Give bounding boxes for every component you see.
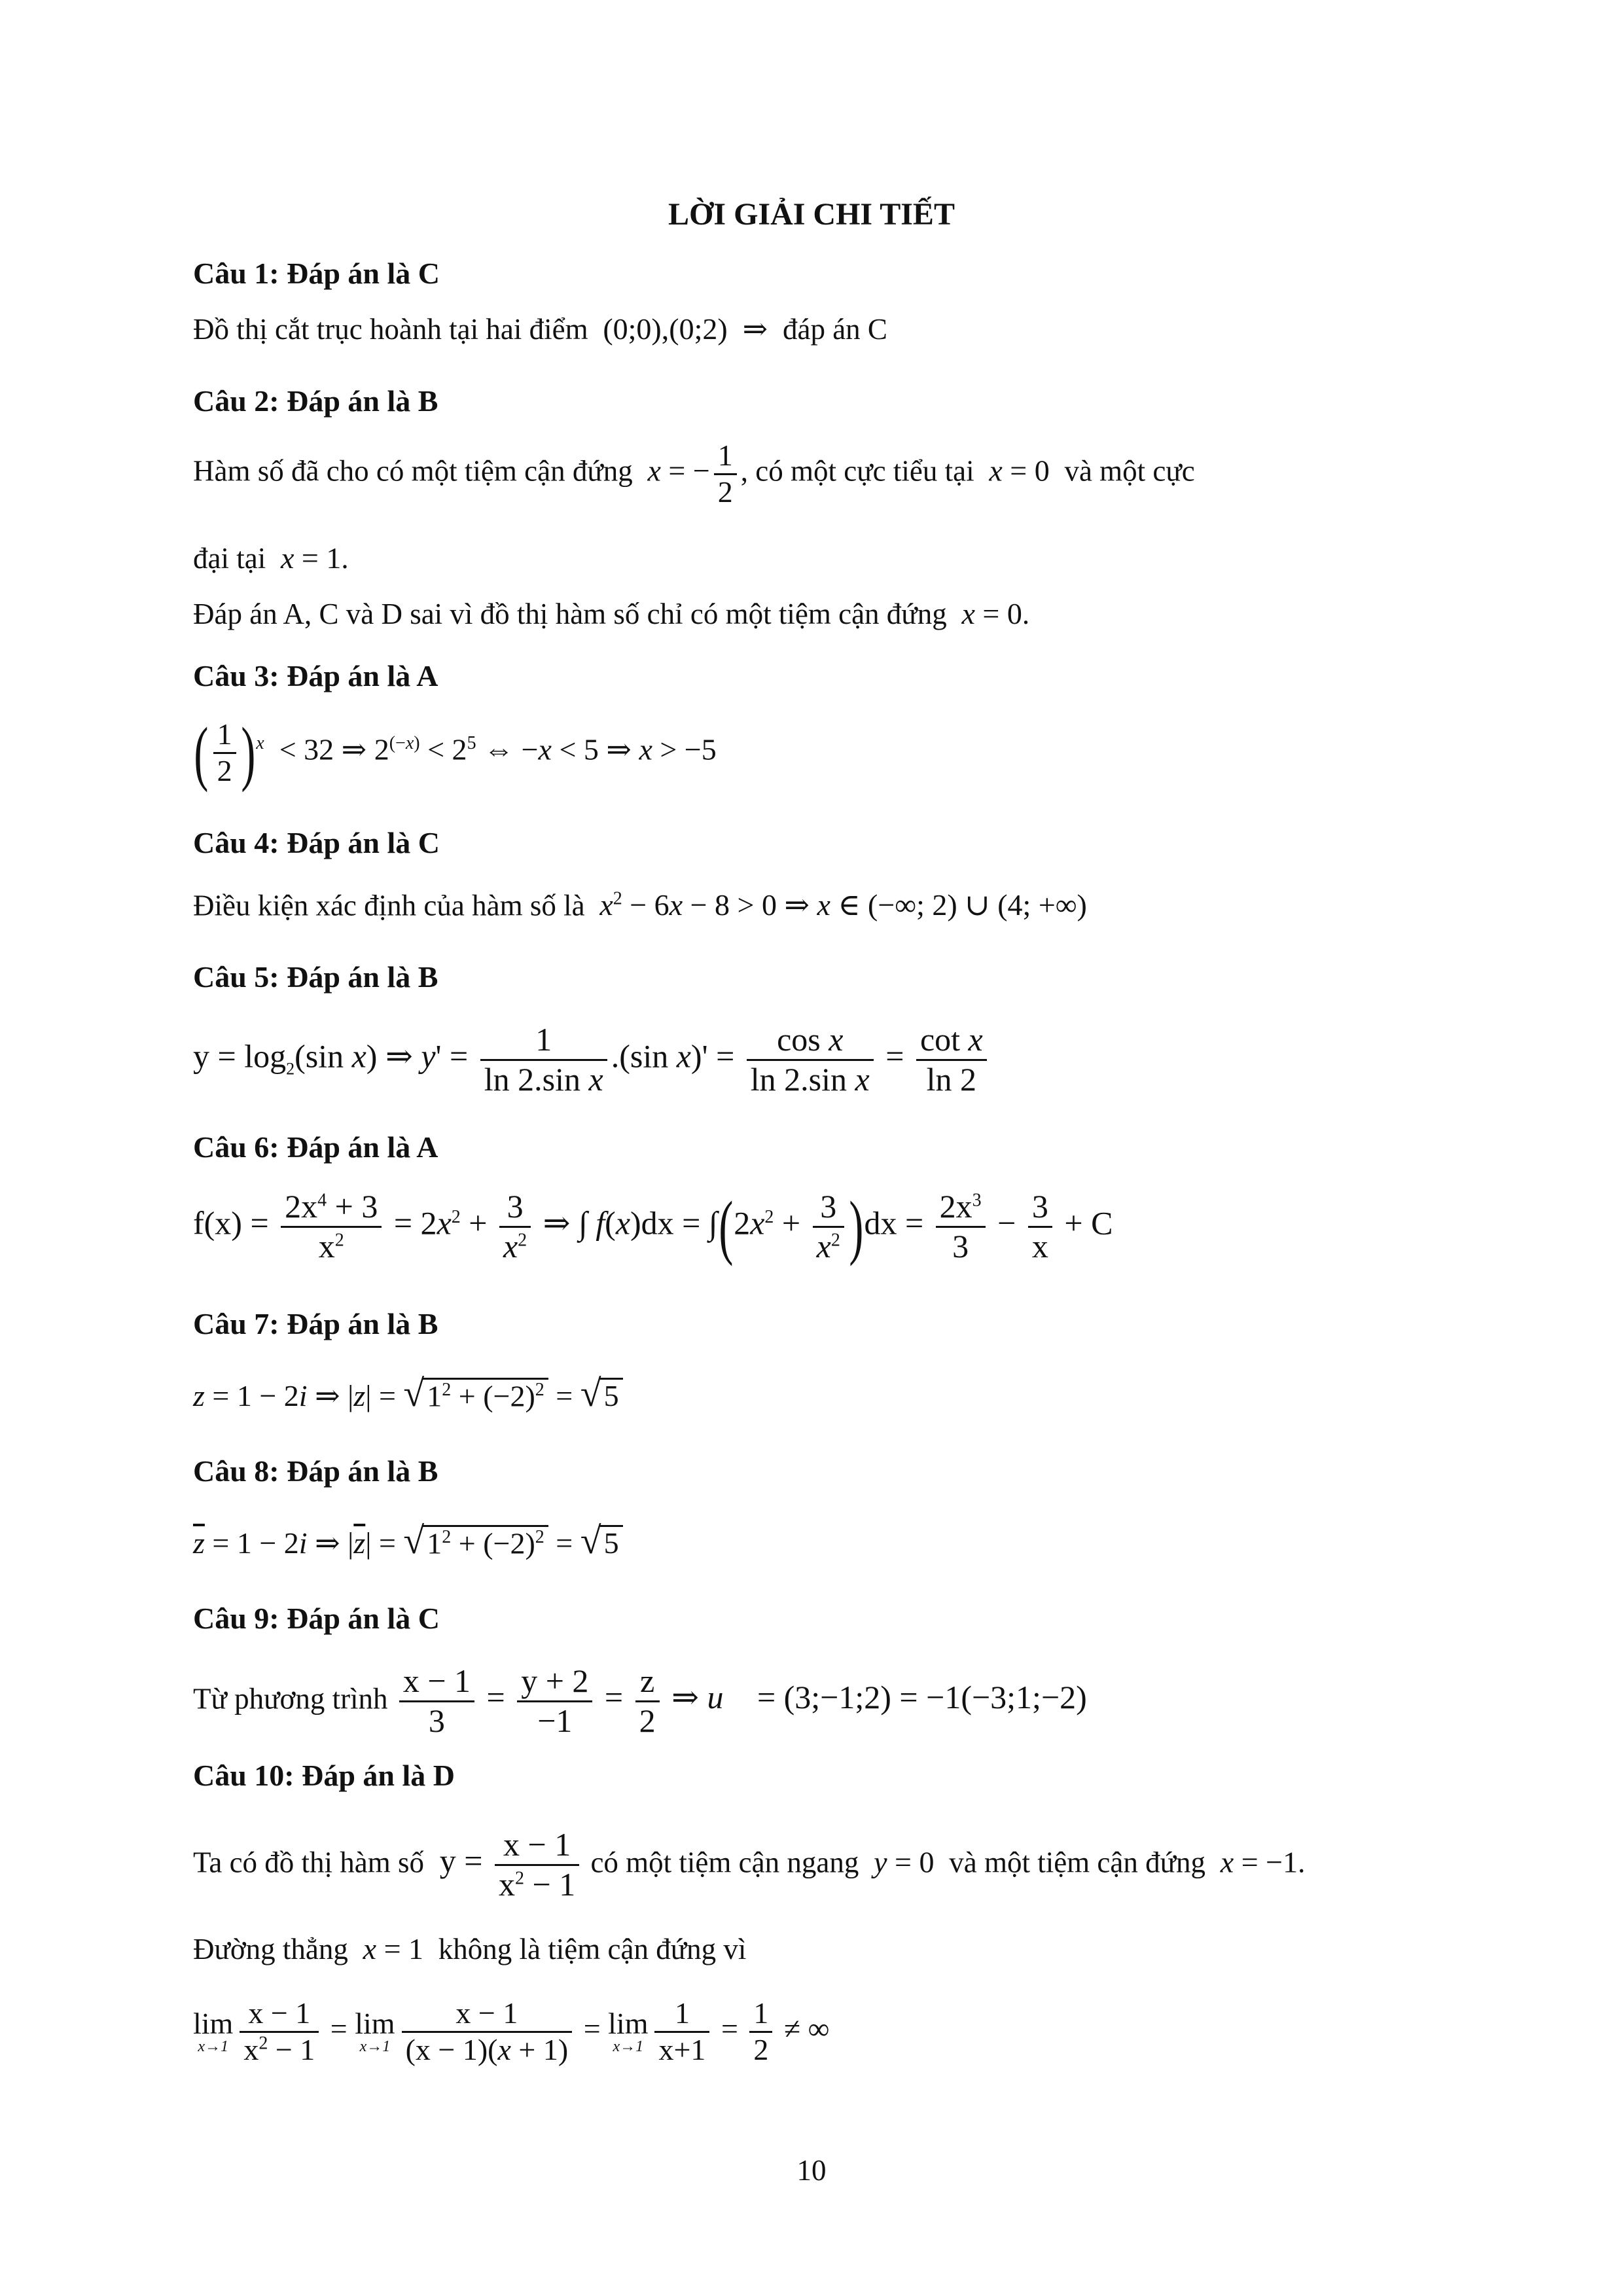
question-6-math: f(x) = $\frac{2x^4 + 3}{x^2}$ = $2x^2$ + $\frac{3}{x^2}$ ⇒ ∫ $f(x)dx = \int(2x^2$ + $\frac{3}{x^2}$ )dx = $\frac{2x^3}{3}$ − $\frac{3}{x}$ + C: [193, 1187, 1113, 1266]
question-2-math-b: x = 0: [989, 454, 1058, 488]
question-10-heading: Câu 10: Đáp án là D: [193, 1759, 455, 1792]
question-10-math-c: x = −1: [1220, 1845, 1298, 1879]
question-8-math: $\overline{z} = 1 - 2i$ ⇒ $|\overline{z}| = √1^2 + (-2)^2 = √5$: [193, 1522, 623, 1560]
question-10-text-d: .: [1298, 1846, 1306, 1879]
question-1-heading: Câu 1: Đáp án là C: [193, 257, 440, 290]
question-2-text-f: Đáp án A, C và D sai vì đồ thị hàm số chỉ có một tiệm cận đứng: [193, 598, 947, 630]
question-9-math: $\frac{x - 1}{3}$ = $\frac{y + 2}{-1}$ = $\frac{z}{2}$ ⇒ u⃗ = (3;−1;2) = −1(−3;1;−2): [395, 1679, 1087, 1715]
question-3-math: ( $\frac{1}{2}$ )$^x$ < 32 ⇒ $2^{(-x)} < 2^5$ ⇔ −x < 5 ⇒ x > −5: [194, 713, 717, 793]
question-10-body: [193, 1826, 1305, 1903]
question-2-math-a: x = −: [647, 454, 710, 488]
page-number: 10: [796, 2154, 827, 2187]
question-8-heading: Câu 8: Đáp án là B: [193, 1454, 438, 1488]
question-2-text-g: .: [1022, 598, 1030, 630]
question-10-limit-math: lim x→1 $\frac{x - 1}{x^2 - 1}$ = lim x→1 $\frac{x - 1}{(x - 1)(x + 1)}$ = lim x→1 $\frac{1}{x+1}$ = $\frac{1}{2}$ ≠ ∞: [193, 1996, 830, 2066]
question-10-math-b: y = 0: [874, 1845, 942, 1879]
question-10-body-2: [193, 1934, 746, 1964]
question-2-heading: Câu 2: Đáp án là B: [193, 384, 438, 418]
question-2-math-f: x = 0: [961, 597, 1022, 630]
question-10-text-f: không là tiệm cận đứng vì: [438, 1933, 747, 1965]
question-2-body: [193, 439, 1195, 510]
question-7-math: z = 1 − 2i ⇒ $|z| = √1^2 + (-2)^2 = √5$: [193, 1374, 623, 1412]
question-10-text-e: Đường thẳng: [193, 1933, 348, 1965]
question-1-text: Đồ thị cắt trục hoành tại hai điểm: [193, 313, 588, 346]
question-10-text-a: Ta có đồ thị hàm số: [193, 1846, 425, 1879]
question-2-text-c: và một cực: [1064, 454, 1195, 488]
page-title: LỜI GIẢI CHI TIẾT: [668, 197, 955, 232]
question-1-tail: đáp án C: [782, 313, 887, 346]
question-4-text: Điều kiện xác định của hàm số là: [193, 889, 585, 922]
question-1-body: [193, 314, 887, 344]
question-4-body: [193, 890, 1087, 920]
question-2-text-a: Hàm số đã cho có một tiệm cận đứng: [193, 454, 633, 488]
question-10-function: y = $\frac{x - 1}{x^2 - 1}$: [431, 1842, 583, 1879]
question-9-heading: Câu 9: Đáp án là C: [193, 1602, 440, 1635]
question-10-text-c: và một tiệm cận đứng: [949, 1846, 1206, 1879]
question-6-heading: Câu 6: Đáp án là A: [193, 1130, 438, 1164]
question-9-text: Từ phương trình: [193, 1682, 388, 1715]
question-1-math: (0;0),(0;2) ⇒: [595, 312, 776, 346]
question-4-math: $x^2 - 6x - 8 > 0$ ⇒ x ∈ (−∞; 2) ∪ (4; +∞): [599, 888, 1087, 922]
question-10-math-e: x = 1: [363, 1932, 431, 1965]
question-7-heading: Câu 7: Đáp án là B: [193, 1307, 438, 1340]
question-5-heading: Câu 5: Đáp án là B: [193, 960, 438, 994]
question-4-heading: Câu 4: Đáp án là C: [193, 826, 440, 859]
question-9-body: [193, 1662, 1087, 1740]
question-5-math: $y = \log_2(\sin$ x) ⇒ y' = $\frac{1}{\text{ln 2.sin x}}$ .(sin x)' = $\frac{\text{cos x}}{\text{ln 2.sin x}}$ = $\frac{\text{cot x}}{\ln 2}$: [193, 1021, 991, 1098]
question-2-text-b: , có một cực tiểu tại: [740, 454, 974, 488]
question-2-body-3: [193, 599, 1029, 629]
question-2-body-2: [193, 543, 349, 573]
question-2-fraction: $\frac{1}{2}$: [714, 439, 737, 510]
question-2-text-e: .: [341, 542, 349, 575]
question-2-math-d: x = 1: [280, 541, 342, 575]
question-2-text-d: đại tại: [193, 542, 266, 575]
question-10-text-b: có một tiệm cận ngang: [590, 1846, 859, 1879]
question-3-heading: Câu 3: Đáp án là A: [193, 659, 438, 692]
